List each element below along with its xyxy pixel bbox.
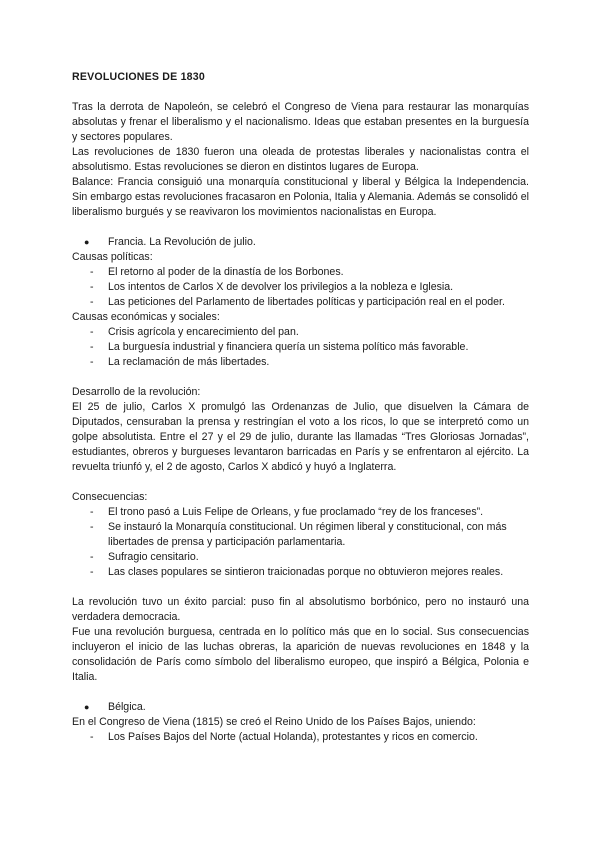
- consecuencias-list: [72, 505, 529, 580]
- list-item: - El trono pasó a Luis Felipe de Orleans, y fue proclamado “rey de los franceses”.: [90, 506, 484, 518]
- bullet-icon: ●: [84, 702, 90, 712]
- list-item: - La reclamación de más libertades.: [90, 356, 270, 368]
- list-item: - Los Países Bajos del Norte (actual Holanda), protestantes y ricos en comercio.: [90, 731, 478, 743]
- bullet-icon: ●: [84, 237, 90, 247]
- consecuencias-label: Consecuencias:: [72, 491, 148, 503]
- causas-economicas-label: Causas económicas y sociales:: [72, 311, 220, 323]
- list-item: - Las clases populares se sintieron traicionadas porque no obtuvieron mejores reales.: [90, 566, 504, 578]
- causas-politicas-list: [72, 265, 529, 310]
- document-page: [72, 70, 529, 745]
- francia-heading-text: Francia. La Revolución de julio.: [108, 236, 256, 248]
- list-item: - El retorno al poder de la dinastía de los Borbones.: [90, 266, 344, 278]
- desarrollo-label: Desarrollo de la revolución:: [72, 386, 201, 398]
- list-item: - Los intentos de Carlos X de devolver los privilegios a la nobleza e Iglesia.: [90, 281, 454, 293]
- belgica-list: [72, 730, 529, 745]
- list-item: - Se instauró la Monarquía constitucional. Un régimen liberal y constitucional, con más libertades de prensa y participación parlamentaria.: [90, 521, 507, 548]
- conclusion-paragraph-2: Fue una revolución burguesa, centrada en lo político más que en lo social. Sus consecuencias incluyeron el inicio de las luchas obreras, la aparición de nuevas revoluciones en 1848 y la consolidación de París como símbolo del liberalismo europeo, que inspiró a Bélgica, Polonia e Italia.: [72, 626, 529, 683]
- belgica-heading: [84, 700, 529, 715]
- intro-paragraph-1: Tras la derrota de Napoleón, se celebró el Congreso de Viena para restaurar las monarquías absolutas y frenar el liberalismo y el nacionalismo. Ideas que estaban presentes en la burguesía y sectores populares.: [72, 101, 529, 143]
- list-item: - Sufragio censitario.: [90, 551, 199, 563]
- belgica-heading-text: Bélgica.: [108, 701, 146, 713]
- desarrollo-paragraph: El 25 de julio, Carlos X promulgó las Ordenanzas de Julio, que disuelven la Cámara de Diputados, censuraban la prensa y restringían el voto a los ricos, lo que se interpretó como un golpe absolutista. Entre el 27 y el 29 de julio, durante las llamadas “Tres Gloriosas Jornadas”, estudiantes, obreros y burgueses levantaron barricadas en París y se enfrentaron al ejército. La revuelta triunfó y, el 2 de agosto, Carlos X abdicó y huyó a Inglaterra.: [72, 401, 529, 473]
- list-item: - La burguesía industrial y financiera quería un sistema político más favorable.: [90, 341, 469, 353]
- causas-politicas-label: Causas políticas:: [72, 251, 153, 263]
- francia-heading: [84, 235, 529, 250]
- conclusion-paragraph-1: La revolución tuvo un éxito parcial: puso fin al absolutismo borbónico, pero no instauró una verdadera democracia.: [72, 596, 529, 623]
- list-item: - Las peticiones del Parlamento de libertades políticas y participación real en el poder.: [90, 296, 505, 308]
- belgica-intro: En el Congreso de Viena (1815) se creó el Reino Unido de los Países Bajos, uniendo:: [72, 716, 476, 728]
- list-item: - Crisis agrícola y encarecimiento del pan.: [90, 326, 299, 338]
- causas-economicas-list: [72, 325, 529, 370]
- intro-paragraph-2: Las revoluciones de 1830 fueron una oleada de protestas liberales y nacionalistas contra el absolutismo. Estas revoluciones se dieron en distintos lugares de Europa.: [72, 146, 529, 173]
- intro-paragraph-3: Balance: Francia consiguió una monarquía constitucional y liberal y Bélgica la Independencia. Sin embargo estas revoluciones fracasaron en Polonia, Italia y Alemania. Además se consolidó el liberalismo burgués y se reavivaron los movimientos nacionalistas en Europa.: [72, 176, 529, 218]
- document-title: REVOLUCIONES DE 1830: [72, 71, 205, 83]
